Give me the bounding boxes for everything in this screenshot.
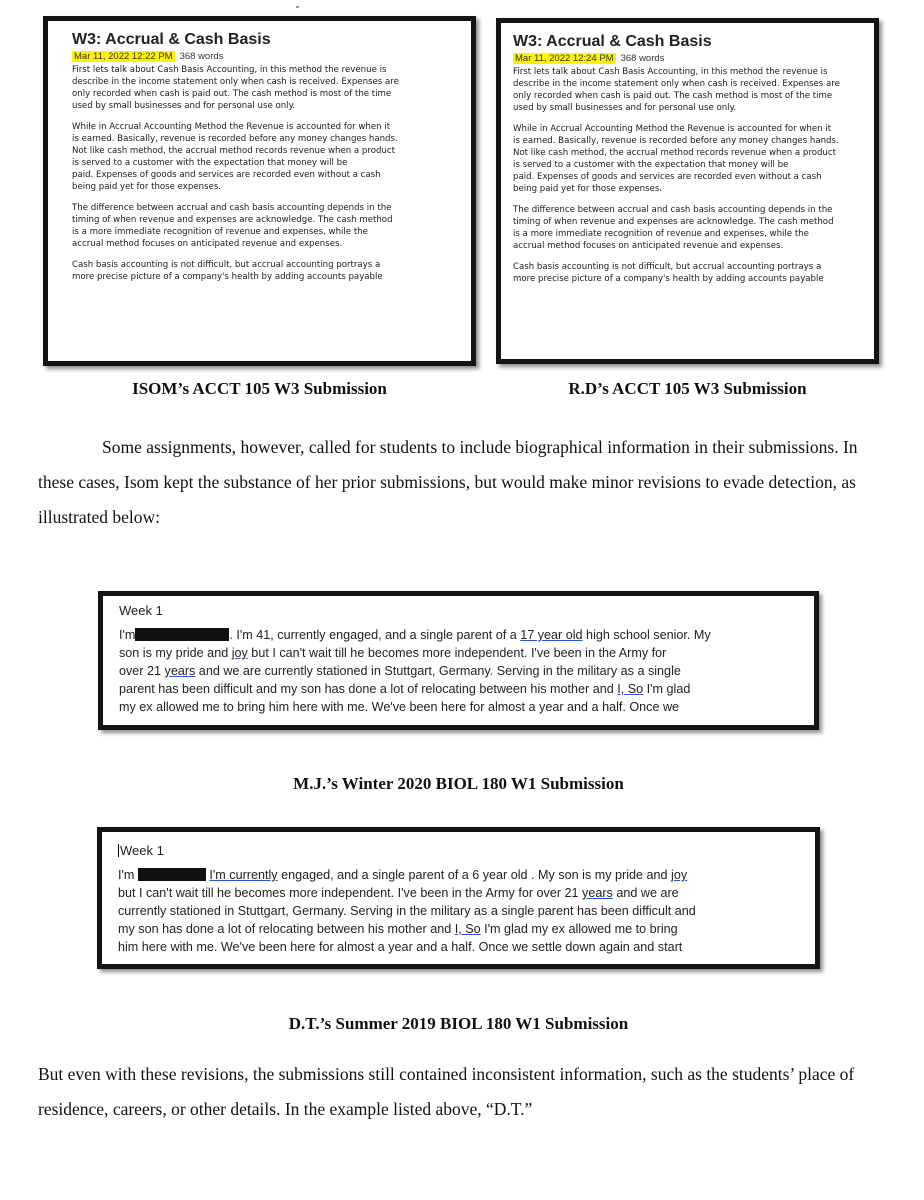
text-fragment: I'm [118, 868, 138, 882]
body-paragraph: First lets talk about Cash Basis Accounting, in this method the revenue is describe in the income statement only when cash is received. Expenses are only recorded when cash is paid out. The cash method is most of the time used by small businesses and for personal use only. [72, 65, 399, 111]
body-paragraph: Cash basis accounting is not difficult, but accrual accounting portrays a more precise picture of a company's health by adding accounts payable [513, 262, 824, 284]
week-heading: Week 1 [119, 603, 163, 618]
submission-meta [72, 51, 451, 62]
submission-body [72, 64, 451, 283]
underlined-text: 17 year old [520, 628, 583, 642]
paragraph-text: But even with these revisions, the submissions still contained inconsistent information, such as the students’ place of residence, careers, or other details. In the example listed above, “D.T.” [38, 1064, 855, 1119]
isom-submission-caption: ISOM’s ACCT 105 W3 Submission [132, 379, 387, 398]
text-fragment: over 21 [119, 664, 165, 678]
text-fragment: and we are [612, 886, 679, 900]
text-fragment: I'm [119, 628, 136, 642]
redaction-bar [138, 868, 206, 881]
text-fragment: but I can't wait till he becomes more independent. I've been in the Army for over 21 [118, 886, 583, 900]
body-paragraph: While in Accrual Accounting Method the Revenue is accounted for when it is earned. Basically, revenue is recorded before any money changes hands. Not like cash method, the accrual method records revenue when a product is served to a customer with the expectation that money will be paid. Expenses of goods and services are recorded even without a cash being paid yet for those expenses. [513, 124, 839, 194]
text-cursor [118, 844, 119, 857]
mj-submission-caption: M.J.’s Winter 2020 BIOL 180 W1 Submission [293, 774, 624, 793]
submission-date: Mar 11, 2022 12:22 PM [74, 51, 173, 62]
underlined-text: years [582, 886, 613, 900]
paragraph-text: Some assignments, however, called for students to include biographical information in their submissions. In these cases, Isom kept the substance of her prior submissions, but would make minor revisions to evade detection, as illustrated below: [38, 437, 858, 527]
word-count: 368 words [620, 53, 665, 64]
isom-submission-screenshot [43, 16, 476, 366]
underlined-text: joy [671, 868, 688, 882]
underlined-text: I, So [454, 922, 481, 936]
submission-body [119, 626, 800, 716]
text-fragment: and we are currently stationed in Stuttgart, Germany. Serving in the military as a single [195, 664, 681, 678]
submission-body [118, 866, 801, 956]
dt-submission-screenshot [97, 827, 820, 969]
body-paragraph: First lets talk about Cash Basis Accounting, in this method the revenue is describe in the income statement only when cash is received. Expenses are only recorded when cash is paid out. The cash method is most of the time used by small businesses and for personal use only. [513, 67, 840, 113]
body-paragraph-2 [38, 1057, 888, 1127]
body-paragraph: The difference between accrual and cash basis accounting depends in the timing of when revenue and expenses are acknowledge. The cash method is a more immediate recognition of revenue and expenses, while the accrual method focuses on anticipated revenue and expenses. [513, 205, 834, 251]
cut-off-line: him here with me. We've been here for almost a year and a half. Once we settle down again and start [118, 940, 683, 954]
submission-date: Mar 11, 2022 12:24 PM [515, 53, 614, 64]
text-fragment: son is my pride and [119, 646, 232, 660]
body-paragraph-1 [38, 430, 888, 535]
text-fragment: parent has been difficult and my son has done a lot of relocating between his mother and [119, 682, 618, 696]
heading-text: Week 1 [120, 843, 164, 858]
scan-mark [296, 6, 299, 8]
cut-off-line: my ex allowed me to bring him here with me. We've been here for almost a year and a half. Once we [119, 700, 680, 714]
body-paragraph: Cash basis accounting is not difficult, but accrual accounting portrays a more precise picture of a company's health by adding accounts payable [72, 260, 383, 282]
week-heading [118, 843, 801, 858]
text-fragment: high school senior. My [582, 628, 711, 642]
text-line: currently stationed in Stuttgart, Germany. Serving in the military as a single parent has been difficult and [118, 904, 696, 918]
word-count: 368 words [179, 51, 224, 62]
text-fragment: I'm glad [643, 682, 691, 696]
text-fragment: . I'm 41, currently engaged, and a single parent of a [229, 628, 521, 642]
rd-submission-caption: R.D’s ACCT 105 W3 Submission [568, 379, 807, 398]
underlined-text: joy [231, 646, 248, 660]
submission-body [513, 66, 860, 285]
body-paragraph: While in Accrual Accounting Method the Revenue is accounted for when it is earned. Basically, revenue is recorded before any money changes hands. Not like cash method, the accrual method records revenue when a product is served to a customer with the expectation that money will be paid. Expenses of goods and services are recorded even without a cash being paid yet for those expenses. [72, 122, 398, 192]
submission-meta [513, 53, 860, 64]
text-fragment: I'm glad my ex allowed me to bring [480, 922, 678, 936]
underlined-text: I, So [617, 682, 644, 696]
underlined-text: years [164, 664, 196, 678]
text-fragment: but I can't wait till he becomes more independent. I've been in the Army for [247, 646, 667, 660]
text-fragment: engaged, and a single parent of a 6 year old . My son is my pride and [277, 868, 672, 882]
rd-submission-screenshot [496, 18, 879, 364]
assignment-title: W3: Accrual & Cash Basis [513, 33, 712, 50]
body-paragraph: The difference between accrual and cash basis accounting depends in the timing of when revenue and expenses are acknowledge. The cash method is a more immediate recognition of revenue and expenses, while the accrual method focuses on anticipated revenue and expenses. [72, 203, 393, 249]
assignment-title: W3: Accrual & Cash Basis [72, 31, 271, 48]
dt-submission-caption: D.T.’s Summer 2019 BIOL 180 W1 Submission [288, 1014, 629, 1033]
underlined-text: I'm currently [209, 868, 278, 882]
redaction-bar [135, 628, 229, 641]
text-fragment: my son has done a lot of relocating between his mother and [118, 922, 455, 936]
mj-submission-screenshot [98, 591, 819, 730]
